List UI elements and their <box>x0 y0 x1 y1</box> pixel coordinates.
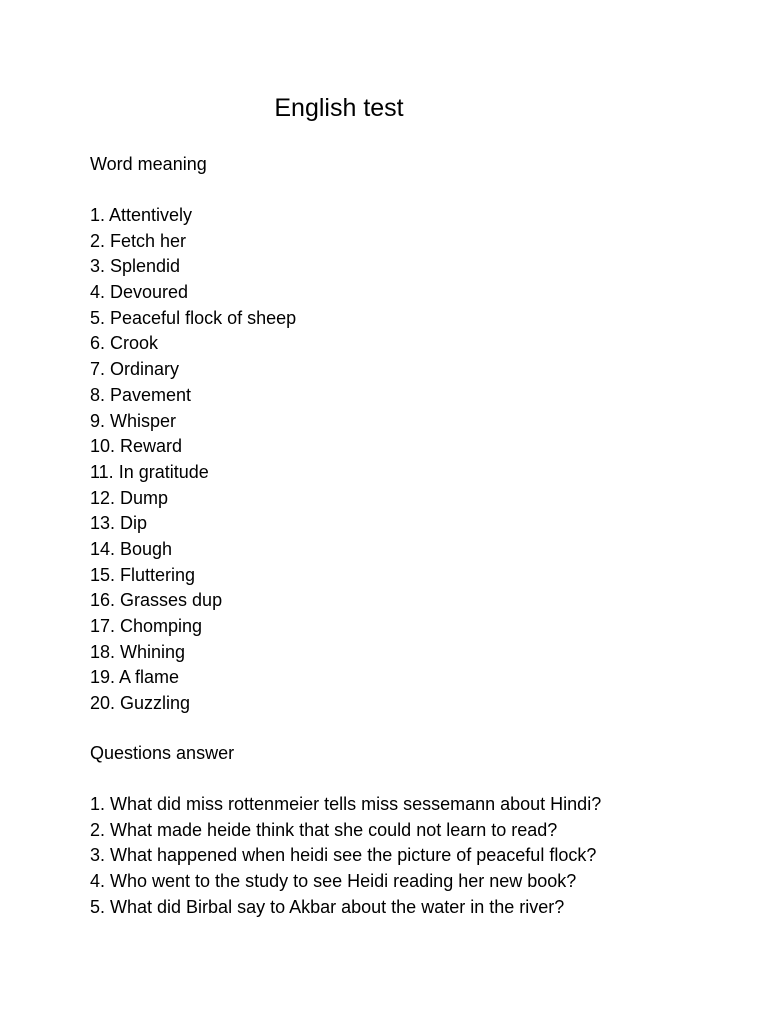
question-item: 1. What did miss rottenmeier tells miss sessemann about Hindi? <box>90 794 602 814</box>
word-meaning-list <box>90 203 296 717</box>
question-item: 5. What did Birbal say to Akbar about the water in the river? <box>90 896 565 917</box>
word-item: 10. Reward <box>90 436 183 457</box>
word-item: 11. In gratitude <box>90 461 209 482</box>
word-item: 3. Splendid <box>90 256 181 277</box>
word-item: 16. Grasses dup <box>90 590 223 611</box>
word-item: 5. Peaceful flock of sheep <box>90 307 297 328</box>
word-item: 14. Bough <box>90 538 173 559</box>
word-item: 2. Fetch her <box>90 230 187 251</box>
word-item: 1. Attentively <box>90 205 193 225</box>
question-item: 4. Who went to the study to see Heidi reading her new book? <box>90 871 577 892</box>
word-item: 8. Pavement <box>90 384 192 405</box>
word-item: 12. Dump <box>90 487 169 508</box>
question-item: 2. What made heide think that she could not learn to read? <box>90 819 558 840</box>
word-item: 19. A flame <box>90 667 180 688</box>
word-item: 9. Whisper <box>90 410 177 431</box>
questions-list <box>90 792 601 920</box>
questions-answer-heading: Questions answer <box>90 743 235 763</box>
word-item: 17. Chomping <box>90 616 203 636</box>
word-item: 4. Devoured <box>90 282 189 303</box>
word-item: 20. Guzzling <box>90 693 191 714</box>
word-item: 7. Ordinary <box>90 359 180 380</box>
word-meaning-heading: Word meaning <box>90 154 207 174</box>
document-title: English test <box>274 94 404 122</box>
word-item: 15. Fluttering <box>90 564 196 585</box>
word-item: 13. Dip <box>90 513 148 534</box>
word-item: 6. Crook <box>90 333 159 354</box>
word-item: 18. Whining <box>90 641 186 662</box>
question-item: 3. What happened when heidi see the picture of peaceful flock? <box>90 845 597 866</box>
